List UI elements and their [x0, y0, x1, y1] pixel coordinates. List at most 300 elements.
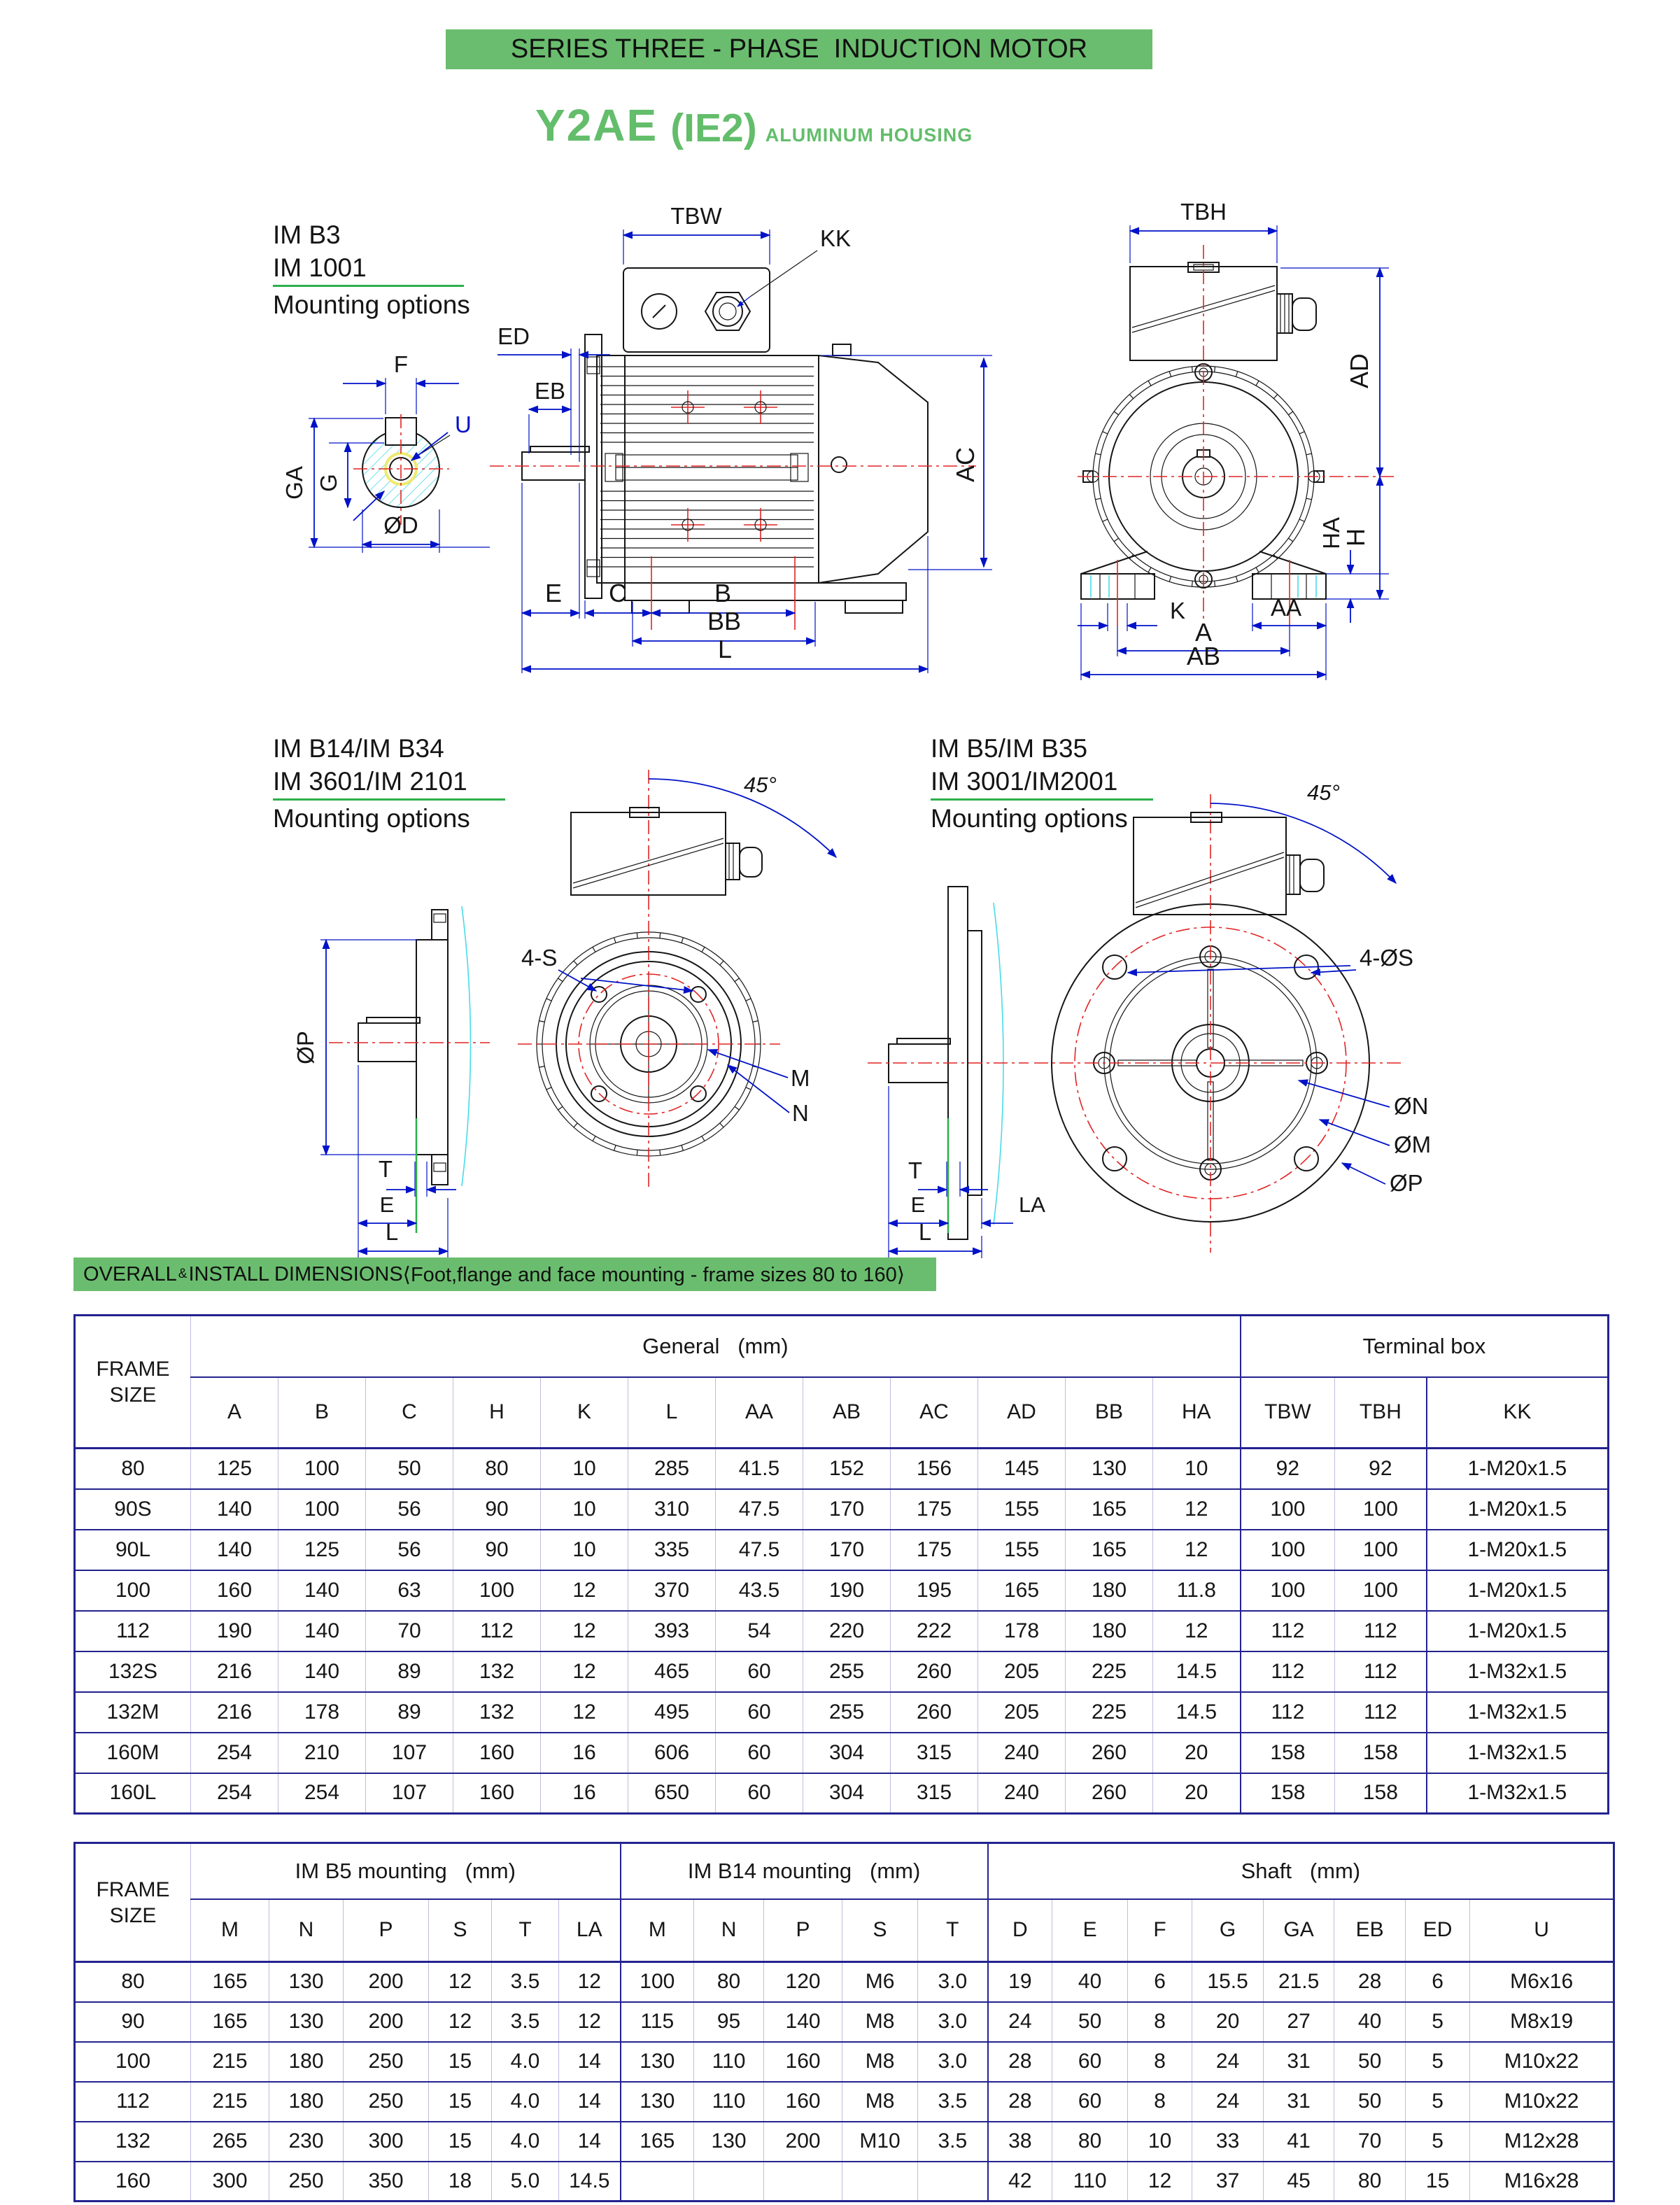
value-cell: 1-M20x1.5	[1427, 1570, 1609, 1611]
value-cell: 100	[1335, 1530, 1427, 1570]
value-cell: 107	[366, 1773, 453, 1814]
value-cell: 130	[1066, 1449, 1153, 1489]
value-cell: 42	[988, 2162, 1052, 2202]
table-row-frame-80	[75, 1962, 1614, 2002]
value-cell: 12	[559, 1962, 621, 2002]
value-cell: 4.0	[492, 2042, 559, 2082]
dimensions-section-banner	[73, 1258, 936, 1291]
value-cell: 5	[1406, 2082, 1470, 2122]
dim-label-b: B	[714, 579, 732, 607]
value-cell: 60	[716, 1692, 803, 1733]
value-cell: 3.5	[918, 2122, 988, 2162]
value-cell: 170	[803, 1489, 891, 1530]
motor-side-view-drawing	[490, 203, 992, 673]
value-cell: 31	[1264, 2042, 1334, 2082]
frame-size-cell: 132S	[75, 1651, 191, 1692]
model-name: Y2AE	[535, 100, 658, 150]
overall-dimensions-table	[73, 1314, 1609, 1815]
value-cell: 225	[1066, 1651, 1153, 1692]
motor-end-view-drawing	[1078, 199, 1396, 680]
dim-label-e: E	[379, 1192, 395, 1217]
dim-label-e: E	[544, 579, 563, 607]
dim-label-ad: AD	[1345, 353, 1374, 389]
column-header-eb: EB	[1334, 1899, 1406, 1962]
value-cell: 89	[366, 1651, 453, 1692]
value-cell: 315	[891, 1773, 978, 1814]
value-cell: 3.0	[918, 1962, 988, 2002]
frame-size-header: FRAME SIZE	[75, 1843, 191, 1962]
value-cell	[764, 2162, 842, 2202]
value-cell: 15	[1406, 2162, 1470, 2202]
value-cell: 80	[1052, 2122, 1128, 2162]
value-cell: 180	[1066, 1611, 1153, 1651]
value-cell: 70	[1334, 2122, 1406, 2162]
housing-type: ALUMINUM HOUSING	[765, 125, 973, 146]
table-row-frame-112	[75, 2082, 1614, 2122]
value-cell: 112	[453, 1611, 541, 1651]
value-cell: 304	[803, 1773, 891, 1814]
column-header-g: G	[1192, 1899, 1264, 1962]
column-header-tbh: TBH	[1335, 1377, 1427, 1449]
value-cell: 155	[978, 1489, 1066, 1530]
value-cell: 190	[803, 1570, 891, 1611]
value-cell: 6	[1406, 1962, 1470, 2002]
value-cell: M10	[842, 2122, 918, 2162]
dim-label-e: E	[910, 1192, 926, 1217]
value-cell: 160	[764, 2042, 842, 2082]
b14-line3: Mounting options	[273, 804, 470, 833]
dim-label-od: ØD	[383, 512, 418, 538]
b3-line3: Mounting options	[273, 290, 470, 319]
column-header-u: U	[1470, 1899, 1614, 1962]
value-cell: 175	[891, 1530, 978, 1570]
value-cell: 606	[628, 1733, 716, 1773]
value-cell: 8	[1128, 2002, 1192, 2042]
value-cell: 140	[191, 1530, 278, 1570]
b5-line3: Mounting options	[931, 804, 1128, 833]
value-cell: 12	[429, 2002, 492, 2042]
value-cell: 158	[1335, 1733, 1427, 1773]
value-cell: 24	[988, 2002, 1052, 2042]
b5-group-header: IM B5 mounting (mm)	[191, 1843, 621, 1899]
value-cell: 465	[628, 1651, 716, 1692]
value-cell: 140	[278, 1611, 366, 1651]
value-cell: 12	[1128, 2162, 1192, 2202]
table-row-frame-90S	[75, 1489, 1609, 1530]
value-cell: 260	[891, 1692, 978, 1733]
value-cell: 165	[1066, 1489, 1153, 1530]
value-cell: 15	[429, 2082, 492, 2122]
value-cell: 165	[621, 2122, 694, 2162]
dim-label-4os: 4-ØS	[1360, 945, 1414, 971]
value-cell: 112	[1335, 1651, 1427, 1692]
value-cell: 152	[803, 1449, 891, 1489]
value-cell: 100	[1335, 1570, 1427, 1611]
value-cell: 240	[978, 1733, 1066, 1773]
value-cell: 285	[628, 1449, 716, 1489]
column-header-ga: GA	[1264, 1899, 1334, 1962]
value-cell: 12	[1153, 1530, 1241, 1570]
value-cell: 260	[1066, 1733, 1153, 1773]
column-header-a: A	[191, 1377, 278, 1449]
value-cell: 125	[278, 1530, 366, 1570]
dim-label-k: K	[1170, 598, 1186, 624]
table-row-frame-80	[75, 1449, 1609, 1489]
table-row-frame-160	[75, 2162, 1614, 2202]
shaft-key	[530, 446, 589, 452]
dim-label-f: F	[393, 351, 409, 377]
value-cell: 12	[541, 1570, 628, 1611]
value-cell: 15	[429, 2122, 492, 2162]
terminal-box	[1134, 817, 1286, 915]
dim-label-ac: AC	[951, 446, 980, 483]
dim-label-kk: KK	[820, 225, 852, 251]
cooling-fins	[600, 367, 814, 442]
table-row-frame-90	[75, 2002, 1614, 2042]
value-cell	[842, 2162, 918, 2202]
value-cell: 1-M20x1.5	[1427, 1530, 1609, 1570]
value-cell: 160	[191, 1570, 278, 1611]
value-cell: 216	[191, 1651, 278, 1692]
column-header-ed: ED	[1406, 1899, 1470, 1962]
b5-drawing	[868, 780, 1431, 1258]
dim-label-bb: BB	[707, 607, 742, 635]
column-header-m: M	[191, 1899, 269, 1962]
value-cell: 8	[1128, 2082, 1192, 2122]
value-cell: 20	[1192, 2002, 1264, 2042]
column-header-n: N	[694, 1899, 764, 1962]
value-cell: 60	[1052, 2042, 1128, 2082]
group-header-row	[75, 1843, 1614, 1899]
value-cell: 56	[366, 1530, 453, 1570]
value-cell: 175	[891, 1489, 978, 1530]
value-cell: 11.8	[1153, 1570, 1241, 1611]
value-cell: 165	[1066, 1530, 1153, 1570]
dim-label-u: U	[455, 411, 472, 437]
model-class: (IE2)	[670, 106, 757, 150]
b14-group-header: IM B14 mounting (mm)	[621, 1843, 988, 1899]
value-cell: 1-M32x1.5	[1427, 1692, 1609, 1733]
dim-label-op: ØP	[292, 1031, 318, 1064]
column-header-k: K	[541, 1377, 628, 1449]
dim-label-g: G	[316, 474, 341, 492]
value-cell: 215	[191, 2042, 269, 2082]
value-cell: 155	[978, 1530, 1066, 1570]
value-cell: 20	[1153, 1733, 1241, 1773]
value-cell: 205	[978, 1651, 1066, 1692]
value-cell: M10x22	[1470, 2042, 1614, 2082]
value-cell: M8	[842, 2042, 918, 2082]
b3-shaft-section-drawing	[281, 351, 490, 553]
value-cell: 95	[694, 2002, 764, 2042]
value-cell: 140	[278, 1651, 366, 1692]
fan-cover	[819, 355, 928, 583]
value-cell: 90	[453, 1489, 541, 1530]
value-cell: 56	[366, 1489, 453, 1530]
value-cell: 180	[269, 2042, 344, 2082]
value-cell: M8	[842, 2082, 918, 2122]
value-cell: 158	[1241, 1773, 1335, 1814]
value-cell: 110	[694, 2042, 764, 2082]
value-cell: 254	[278, 1773, 366, 1814]
value-cell: 165	[978, 1570, 1066, 1611]
column-header-e: E	[1052, 1899, 1128, 1962]
value-cell: 27	[1264, 2002, 1334, 2042]
value-cell: M8	[842, 2002, 918, 2042]
column-header-ab: AB	[803, 1377, 891, 1449]
table-row-frame-100	[75, 2042, 1614, 2082]
value-cell: 220	[803, 1611, 891, 1651]
dim-label-l: L	[918, 1219, 932, 1245]
frame-size-cell: 100	[75, 2042, 191, 2082]
value-cell: M6x16	[1470, 1962, 1614, 2002]
value-cell: 255	[803, 1651, 891, 1692]
value-cell: 14.5	[1153, 1692, 1241, 1733]
table-row-frame-112	[75, 1611, 1609, 1651]
value-cell	[694, 2162, 764, 2202]
b14-line2: IM 3601/IM 2101	[273, 767, 467, 796]
value-cell: 1-M20x1.5	[1427, 1611, 1609, 1651]
column-header-p: P	[344, 1899, 429, 1962]
value-cell: 12	[429, 1962, 492, 2002]
value-cell: 130	[269, 2002, 344, 2042]
value-cell: 38	[988, 2122, 1052, 2162]
value-cell: 130	[694, 2122, 764, 2162]
value-cell: 14.5	[1153, 1651, 1241, 1692]
value-cell: 215	[191, 2082, 269, 2122]
dim-label-n: N	[792, 1100, 809, 1126]
table-row-frame-132S	[75, 1651, 1609, 1692]
column-header-t: T	[918, 1899, 988, 1962]
dim-label-c: C	[609, 579, 627, 607]
banner-text-note: ⟨Foot,flange and face mounting - frame sizes 80 to 160⟩	[402, 1263, 905, 1286]
value-cell: 40	[1334, 2002, 1406, 2042]
value-cell: 100	[1241, 1489, 1335, 1530]
value-cell: 130	[621, 2082, 694, 2122]
dim-label-aa: AA	[1270, 595, 1302, 621]
frame-size-cell: 80	[75, 1449, 191, 1489]
value-cell: 112	[1241, 1611, 1335, 1651]
table-row-frame-132	[75, 2122, 1614, 2162]
dim-label-45: 45°	[1307, 780, 1340, 805]
value-cell: 40	[1052, 1962, 1128, 2002]
value-cell: 254	[191, 1733, 278, 1773]
value-cell: 31	[1264, 2082, 1334, 2122]
value-cell: 250	[344, 2042, 429, 2082]
value-cell: 1-M20x1.5	[1427, 1449, 1609, 1489]
value-cell: 300	[344, 2122, 429, 2162]
value-cell: 5	[1406, 2042, 1470, 2082]
b14-line1: IM B14/IM B34	[273, 734, 444, 763]
value-cell: 1-M32x1.5	[1427, 1651, 1609, 1692]
dim-label-ga: GA	[281, 466, 307, 500]
shaft-group-header: Shaft (mm)	[988, 1843, 1614, 1899]
frame-size-cell: 90S	[75, 1489, 191, 1530]
value-cell: 112	[1241, 1651, 1335, 1692]
value-cell: 158	[1335, 1773, 1427, 1814]
value-cell: 10	[541, 1489, 628, 1530]
dim-label-a: A	[1194, 618, 1213, 647]
dim-label-tbw: TBW	[670, 203, 722, 229]
value-cell: 60	[716, 1733, 803, 1773]
value-cell: 8	[1128, 2042, 1192, 2082]
value-cell: 18	[429, 2162, 492, 2202]
column-header-la: LA	[559, 1899, 621, 1962]
value-cell: 260	[891, 1651, 978, 1692]
value-cell: M6	[842, 1962, 918, 2002]
value-cell: 1-M32x1.5	[1427, 1773, 1609, 1814]
frame-size-cell: 112	[75, 2082, 191, 2122]
dim-label-ha: HA	[1318, 517, 1344, 549]
dim-label-ab: AB	[1186, 642, 1221, 670]
value-cell: 140	[764, 2002, 842, 2042]
value-cell: 140	[191, 1489, 278, 1530]
value-cell: 1-M20x1.5	[1427, 1489, 1609, 1530]
dim-label-h: H	[1341, 528, 1370, 547]
value-cell: 28	[1334, 1962, 1406, 2002]
value-cell: 180	[1066, 1570, 1153, 1611]
value-cell: 50	[366, 1449, 453, 1489]
value-cell: 160	[453, 1733, 541, 1773]
value-cell: 21.5	[1264, 1962, 1334, 2002]
value-cell: 495	[628, 1692, 716, 1733]
value-cell: 230	[269, 2122, 344, 2162]
column-header-kk: KK	[1427, 1377, 1609, 1449]
b14-drawing	[292, 770, 836, 1258]
column-header-f: F	[1128, 1899, 1192, 1962]
value-cell: 5.0	[492, 2162, 559, 2202]
value-cell: 158	[1241, 1733, 1335, 1773]
dim-label-l: L	[385, 1219, 399, 1245]
value-cell: 200	[344, 1962, 429, 2002]
value-cell: 28	[988, 2082, 1052, 2122]
table-row-frame-160L	[75, 1773, 1609, 1814]
frame-size-cell: 90	[75, 2002, 191, 2042]
column-header-bb: BB	[1066, 1377, 1153, 1449]
value-cell: 45	[1264, 2162, 1334, 2202]
value-cell: 12	[541, 1651, 628, 1692]
value-cell: M8x19	[1470, 2002, 1614, 2042]
value-cell: 100	[1335, 1489, 1427, 1530]
value-cell: 216	[191, 1692, 278, 1733]
column-header-l: L	[628, 1377, 716, 1449]
value-cell: 265	[191, 2122, 269, 2162]
value-cell: 6	[1128, 1962, 1192, 2002]
value-cell: 180	[269, 2082, 344, 2122]
value-cell: 115	[621, 2002, 694, 2042]
value-cell: 5	[1406, 2002, 1470, 2042]
value-cell: 50	[1052, 2002, 1128, 2042]
value-cell: 112	[1241, 1692, 1335, 1733]
column-header-t: T	[492, 1899, 559, 1962]
value-cell: 54	[716, 1611, 803, 1651]
value-cell: 160	[453, 1773, 541, 1814]
value-cell: 80	[694, 1962, 764, 2002]
value-cell: 130	[621, 2042, 694, 2082]
value-cell: 12	[1153, 1489, 1241, 1530]
value-cell: 156	[891, 1449, 978, 1489]
value-cell: 160	[764, 2082, 842, 2122]
value-cell: 60	[716, 1651, 803, 1692]
value-cell: 100	[453, 1570, 541, 1611]
value-cell: 222	[891, 1611, 978, 1651]
value-cell: 90	[453, 1530, 541, 1570]
column-header-p: P	[764, 1899, 842, 1962]
value-cell: 315	[891, 1733, 978, 1773]
value-cell: M10x22	[1470, 2082, 1614, 2122]
value-cell: 4.0	[492, 2122, 559, 2162]
column-header-row	[75, 1377, 1609, 1449]
value-cell: 195	[891, 1570, 978, 1611]
column-header-c: C	[366, 1377, 453, 1449]
value-cell: 165	[191, 1962, 269, 2002]
value-cell: 3.5	[492, 2002, 559, 2042]
b3-line1: IM B3	[273, 220, 341, 249]
value-cell: 393	[628, 1611, 716, 1651]
value-cell: 240	[978, 1773, 1066, 1814]
b5-line1: IM B5/IM B35	[931, 734, 1088, 763]
dim-label-on: ØN	[1394, 1093, 1429, 1119]
banner-ampersand: &	[178, 1267, 188, 1281]
dim-label-4s: 4-S	[521, 945, 558, 971]
frame-size-cell: 132M	[75, 1692, 191, 1733]
mounting-shaft-table	[73, 1842, 1615, 2202]
banner-text-rest: INSTALL DIMENSIONS	[188, 1262, 403, 1285]
value-cell: 5	[1406, 2122, 1470, 2162]
value-cell: 178	[978, 1611, 1066, 1651]
column-header-h: H	[453, 1377, 541, 1449]
value-cell: 255	[803, 1692, 891, 1733]
frame-size-cell: 160	[75, 2162, 191, 2202]
value-cell: 140	[278, 1570, 366, 1611]
value-cell: 10	[1128, 2122, 1192, 2162]
frame-size-cell: 80	[75, 1962, 191, 2002]
column-header-ha: HA	[1153, 1377, 1241, 1449]
table-row-frame-90L	[75, 1530, 1609, 1570]
value-cell: 205	[978, 1692, 1066, 1733]
column-header-row	[75, 1899, 1614, 1962]
value-cell: 170	[803, 1530, 891, 1570]
table-row-frame-160M	[75, 1733, 1609, 1773]
value-cell: 100	[1241, 1570, 1335, 1611]
value-cell: 200	[344, 2002, 429, 2042]
value-cell: 370	[628, 1570, 716, 1611]
dim-label-op: ØP	[1390, 1170, 1423, 1196]
value-cell: 650	[628, 1773, 716, 1814]
value-cell: 80	[1334, 2162, 1406, 2202]
frame-size-cell: 160L	[75, 1773, 191, 1814]
value-cell: 10	[1153, 1449, 1241, 1489]
value-cell: 28	[988, 2042, 1052, 2082]
value-cell: 100	[1241, 1530, 1335, 1570]
value-cell: 165	[191, 2002, 269, 2042]
cable-gland	[705, 293, 750, 330]
group-header-row	[75, 1316, 1609, 1377]
value-cell: 41.5	[716, 1449, 803, 1489]
value-cell: 100	[621, 1962, 694, 2002]
b14-flange-plate	[416, 940, 448, 1155]
value-cell: 3.0	[918, 2002, 988, 2042]
dim-label-t: T	[908, 1157, 923, 1183]
value-cell: 254	[191, 1773, 278, 1814]
dim-label-45: 45°	[744, 773, 777, 797]
frame-size-cell: 112	[75, 1611, 191, 1651]
value-cell: 47.5	[716, 1489, 803, 1530]
value-cell: 89	[366, 1692, 453, 1733]
mounting-shaft-table-wrap	[73, 1842, 1613, 2202]
value-cell: 1-M32x1.5	[1427, 1733, 1609, 1773]
value-cell: 335	[628, 1530, 716, 1570]
